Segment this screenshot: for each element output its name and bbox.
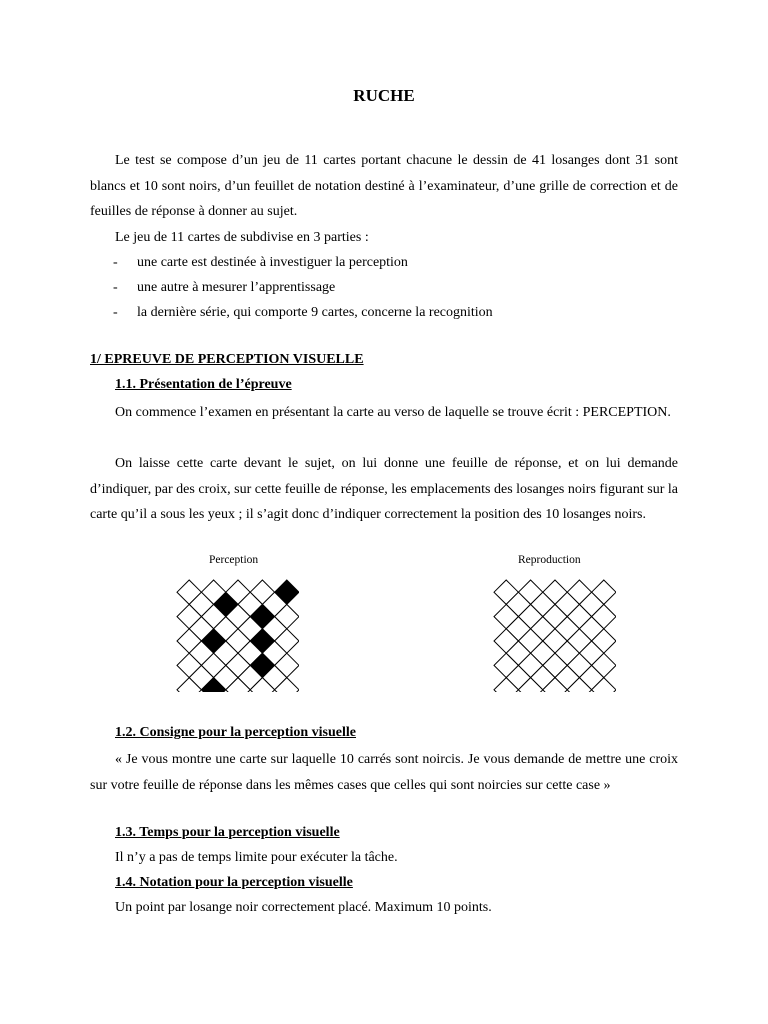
perception-label: Perception — [209, 554, 259, 566]
bullet-dash: - — [113, 255, 118, 270]
notation-text: Un point par losange noir correctement placé. Maximum 10 points. — [115, 900, 492, 915]
bullet-text: la dernière série, qui comporte 9 cartes, concerne la recognition — [137, 305, 493, 320]
presentation-paragraph-2: On laisse cette carte devant le sujet, on lui donne une feuille de réponse, et on lui demande d’indiquer, par des croix, sur cette feuille de réponse, les emplacements des losanges noirs figurant sur la carte qu’il a sous les yeux ; il s’agit donc d’indiquer correctement la position des 10 losanges noirs. — [90, 456, 678, 522]
subsection-heading-notation: 1.4. Notation pour la perception visuelle — [115, 875, 353, 890]
bullet-text: une autre à mesurer l’apprentissage — [137, 280, 336, 295]
subsection-heading-temps: 1.3. Temps pour la perception visuelle — [115, 825, 340, 840]
bullet-dash: - — [113, 305, 118, 320]
section-heading: 1/ EPREUVE DE PERCEPTION VISUELLE — [90, 352, 364, 367]
consigne-paragraph: « Je vous montre une carte sur laquelle 10 carrés sont noircis. Je vous demande de mettre une croix sur votre feuille de réponse dans les mêmes cases que celles qui sont noircies sur cette case » — [90, 752, 678, 793]
document-title: RUCHE — [353, 86, 415, 105]
bullet-text: une carte est destinée à investiguer la perception — [137, 255, 408, 270]
subsection-heading-presentation: 1.1. Présentation de l’épreuve — [115, 377, 292, 392]
reproduction-label: Reproduction — [518, 554, 581, 566]
intro-paragraph: Le test se compose d’un jeu de 11 cartes portant chacune le dessin de 41 losanges dont 31 sont blancs et 10 sont noirs, d’un feuillet de notation destiné à l’examinateur, d’une grille de correction et de feuilles de réponse à donner au sujet. — [90, 153, 678, 219]
bullet-dash: - — [113, 280, 118, 295]
subsection-heading-consigne: 1.2. Consigne pour la perception visuelle — [115, 725, 357, 740]
reproduction-diamond-grid — [492, 578, 616, 692]
presentation-paragraph-1: On commence l’examen en présentant la carte au verso de laquelle se trouve écrit : PERCEPTION. — [115, 405, 671, 420]
temps-text: Il n’y a pas de temps limite pour exécuter la tâche. — [115, 850, 398, 865]
intro-subdivision-line: Le jeu de 11 cartes de subdivise en 3 parties : — [115, 230, 369, 245]
perception-diamond-grid — [175, 578, 299, 692]
